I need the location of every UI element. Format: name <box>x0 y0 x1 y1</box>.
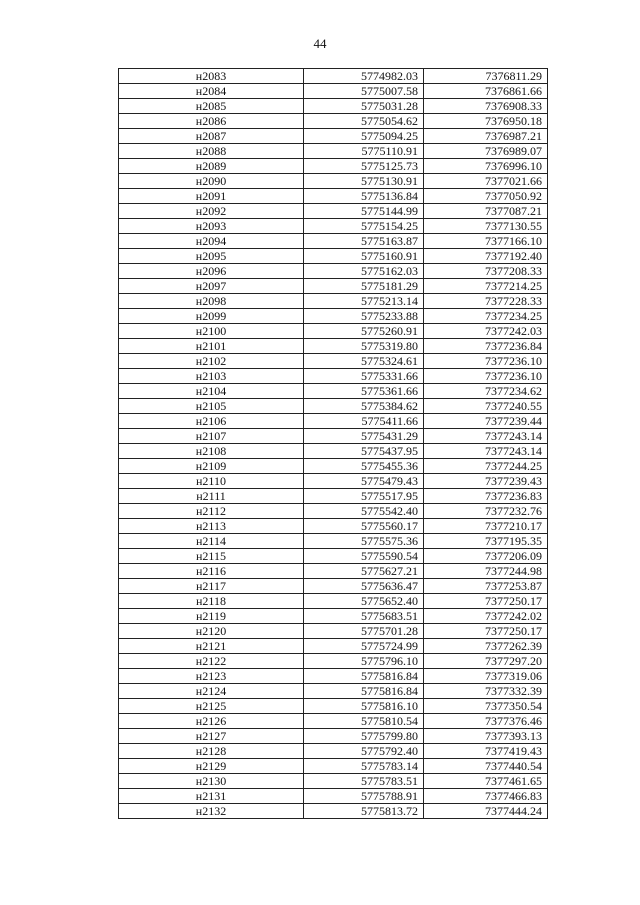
table-row <box>119 309 548 324</box>
x-coordinate-cell: 5775331.66 <box>304 369 424 384</box>
point-name-cell: н2111 <box>119 489 304 504</box>
point-name-cell: н2102 <box>119 354 304 369</box>
point-name-cell: н2126 <box>119 714 304 729</box>
table-row <box>119 699 548 714</box>
x-coordinate-cell: 5775144.99 <box>304 204 424 219</box>
y-coordinate-cell: 7377214.25 <box>424 279 548 294</box>
y-coordinate-cell: 7377195.35 <box>424 534 548 549</box>
x-coordinate-cell: 5775319.80 <box>304 339 424 354</box>
page-number: 44 <box>313 36 327 51</box>
table-row <box>119 129 548 144</box>
table-row <box>119 204 548 219</box>
x-coordinate-cell: 5775788.91 <box>304 789 424 804</box>
point-name-cell: н2115 <box>119 549 304 564</box>
y-coordinate-cell: 7377234.25 <box>424 309 548 324</box>
x-coordinate-cell: 5775431.29 <box>304 429 424 444</box>
y-coordinate-cell: 7376908.33 <box>424 99 548 114</box>
point-name-cell: н2130 <box>119 774 304 789</box>
table-row <box>119 219 548 234</box>
table-row <box>119 549 548 564</box>
table-row <box>119 324 548 339</box>
y-coordinate-cell: 7377444.24 <box>424 804 548 819</box>
point-name-cell: н2094 <box>119 234 304 249</box>
point-name-cell: н2127 <box>119 729 304 744</box>
point-name-cell: н2087 <box>119 129 304 144</box>
y-coordinate-cell: 7377236.84 <box>424 339 548 354</box>
point-name-cell: н2129 <box>119 759 304 774</box>
point-name-cell: н2086 <box>119 114 304 129</box>
table-row <box>119 744 548 759</box>
point-name-cell: н2109 <box>119 459 304 474</box>
y-coordinate-cell: 7377228.33 <box>424 294 548 309</box>
table-row <box>119 69 548 84</box>
x-coordinate-cell: 5775054.62 <box>304 114 424 129</box>
x-coordinate-cell: 5775007.58 <box>304 84 424 99</box>
point-name-cell: н2085 <box>119 99 304 114</box>
table-row <box>119 534 548 549</box>
point-name-cell: н2125 <box>119 699 304 714</box>
x-coordinate-cell: 5775701.28 <box>304 624 424 639</box>
table-row <box>119 429 548 444</box>
table-row <box>119 639 548 654</box>
point-name-cell: н2091 <box>119 189 304 204</box>
point-name-cell: н2101 <box>119 339 304 354</box>
x-coordinate-cell: 5775162.03 <box>304 264 424 279</box>
x-coordinate-cell: 5775260.91 <box>304 324 424 339</box>
x-coordinate-cell: 5775816.10 <box>304 699 424 714</box>
y-coordinate-cell: 7377208.33 <box>424 264 548 279</box>
table-row <box>119 654 548 669</box>
table-row <box>119 684 548 699</box>
point-name-cell: н2132 <box>119 804 304 819</box>
point-name-cell: н2092 <box>119 204 304 219</box>
y-coordinate-cell: 7376811.29 <box>424 69 548 84</box>
table-row <box>119 414 548 429</box>
y-coordinate-cell: 7376987.21 <box>424 129 548 144</box>
x-coordinate-cell: 5775724.99 <box>304 639 424 654</box>
point-name-cell: н2123 <box>119 669 304 684</box>
point-name-cell: н2108 <box>119 444 304 459</box>
table-row <box>119 609 548 624</box>
point-name-cell: н2099 <box>119 309 304 324</box>
table-row <box>119 234 548 249</box>
table-row <box>119 99 548 114</box>
point-name-cell: н2095 <box>119 249 304 264</box>
table-row <box>119 459 548 474</box>
coordinates-table <box>118 68 548 819</box>
point-name-cell: н2128 <box>119 744 304 759</box>
point-name-cell: н2098 <box>119 294 304 309</box>
x-coordinate-cell: 5775154.25 <box>304 219 424 234</box>
table-row <box>119 399 548 414</box>
table-row <box>119 114 548 129</box>
y-coordinate-cell: 7377297.20 <box>424 654 548 669</box>
y-coordinate-cell: 7377243.14 <box>424 444 548 459</box>
point-name-cell: н2083 <box>119 69 304 84</box>
x-coordinate-cell: 5775542.40 <box>304 504 424 519</box>
point-name-cell: н2118 <box>119 594 304 609</box>
y-coordinate-cell: 7377244.25 <box>424 459 548 474</box>
y-coordinate-cell: 7377244.98 <box>424 564 548 579</box>
x-coordinate-cell: 5775652.40 <box>304 594 424 609</box>
x-coordinate-cell: 5775810.54 <box>304 714 424 729</box>
x-coordinate-cell: 5775136.84 <box>304 189 424 204</box>
x-coordinate-cell: 5775110.91 <box>304 144 424 159</box>
point-name-cell: н2103 <box>119 369 304 384</box>
point-name-cell: н2119 <box>119 609 304 624</box>
point-name-cell: н2114 <box>119 534 304 549</box>
x-coordinate-cell: 5775590.54 <box>304 549 424 564</box>
x-coordinate-cell: 5775560.17 <box>304 519 424 534</box>
x-coordinate-cell: 5775783.51 <box>304 774 424 789</box>
table-row <box>119 594 548 609</box>
y-coordinate-cell: 7377262.39 <box>424 639 548 654</box>
y-coordinate-cell: 7377350.54 <box>424 699 548 714</box>
x-coordinate-cell: 5775130.91 <box>304 174 424 189</box>
x-coordinate-cell: 5775160.91 <box>304 249 424 264</box>
x-coordinate-cell: 5775181.29 <box>304 279 424 294</box>
y-coordinate-cell: 7376861.66 <box>424 84 548 99</box>
x-coordinate-cell: 5775125.73 <box>304 159 424 174</box>
point-name-cell: н2084 <box>119 84 304 99</box>
point-name-cell: н2122 <box>119 654 304 669</box>
y-coordinate-cell: 7377050.92 <box>424 189 548 204</box>
y-coordinate-cell: 7377130.55 <box>424 219 548 234</box>
point-name-cell: н2110 <box>119 474 304 489</box>
point-name-cell: н2090 <box>119 174 304 189</box>
point-name-cell: н2089 <box>119 159 304 174</box>
point-name-cell: н2104 <box>119 384 304 399</box>
point-name-cell: н2112 <box>119 504 304 519</box>
point-name-cell: н2121 <box>119 639 304 654</box>
x-coordinate-cell: 5775324.61 <box>304 354 424 369</box>
x-coordinate-cell: 5775384.62 <box>304 399 424 414</box>
table-row <box>119 189 548 204</box>
y-coordinate-cell: 7377236.83 <box>424 489 548 504</box>
x-coordinate-cell: 5775796.10 <box>304 654 424 669</box>
table-row <box>119 354 548 369</box>
y-coordinate-cell: 7377192.40 <box>424 249 548 264</box>
table-row <box>119 519 548 534</box>
x-coordinate-cell: 5775361.66 <box>304 384 424 399</box>
table-row <box>119 789 548 804</box>
y-coordinate-cell: 7377419.43 <box>424 744 548 759</box>
table-row <box>119 504 548 519</box>
y-coordinate-cell: 7377250.17 <box>424 594 548 609</box>
y-coordinate-cell: 7377234.62 <box>424 384 548 399</box>
x-coordinate-cell: 5775031.28 <box>304 99 424 114</box>
table-row <box>119 84 548 99</box>
point-name-cell: н2088 <box>119 144 304 159</box>
table-row <box>119 369 548 384</box>
x-coordinate-cell: 5775455.36 <box>304 459 424 474</box>
point-name-cell: н2100 <box>119 324 304 339</box>
y-coordinate-cell: 7377461.65 <box>424 774 548 789</box>
table-row <box>119 279 548 294</box>
y-coordinate-cell: 7377242.02 <box>424 609 548 624</box>
x-coordinate-cell: 5775792.40 <box>304 744 424 759</box>
table-row <box>119 294 548 309</box>
x-coordinate-cell: 5775479.43 <box>304 474 424 489</box>
table-row <box>119 144 548 159</box>
y-coordinate-cell: 7376950.18 <box>424 114 548 129</box>
y-coordinate-cell: 7377376.46 <box>424 714 548 729</box>
x-coordinate-cell: 5775517.95 <box>304 489 424 504</box>
table-row <box>119 474 548 489</box>
point-name-cell: н2096 <box>119 264 304 279</box>
y-coordinate-cell: 7377240.55 <box>424 399 548 414</box>
y-coordinate-cell: 7377021.66 <box>424 174 548 189</box>
x-coordinate-cell: 5775816.84 <box>304 669 424 684</box>
point-name-cell: н2113 <box>119 519 304 534</box>
y-coordinate-cell: 7377253.87 <box>424 579 548 594</box>
point-name-cell: н2131 <box>119 789 304 804</box>
y-coordinate-cell: 7377242.03 <box>424 324 548 339</box>
x-coordinate-cell: 5775213.14 <box>304 294 424 309</box>
point-name-cell: н2097 <box>119 279 304 294</box>
point-name-cell: н2107 <box>119 429 304 444</box>
y-coordinate-cell: 7377236.10 <box>424 369 548 384</box>
table-row <box>119 159 548 174</box>
table-row <box>119 804 548 819</box>
table-row <box>119 339 548 354</box>
x-coordinate-cell: 5775683.51 <box>304 609 424 624</box>
table-row <box>119 579 548 594</box>
y-coordinate-cell: 7377239.43 <box>424 474 548 489</box>
table-row <box>119 264 548 279</box>
y-coordinate-cell: 7377206.09 <box>424 549 548 564</box>
table-row <box>119 669 548 684</box>
y-coordinate-cell: 7377087.21 <box>424 204 548 219</box>
y-coordinate-cell: 7377236.10 <box>424 354 548 369</box>
table-row <box>119 774 548 789</box>
table-row <box>119 489 548 504</box>
x-coordinate-cell: 5775233.88 <box>304 309 424 324</box>
table-row <box>119 729 548 744</box>
y-coordinate-cell: 7377466.83 <box>424 789 548 804</box>
point-name-cell: н2124 <box>119 684 304 699</box>
point-name-cell: н2117 <box>119 579 304 594</box>
x-coordinate-cell: 5775813.72 <box>304 804 424 819</box>
point-name-cell: н2105 <box>119 399 304 414</box>
point-name-cell: н2093 <box>119 219 304 234</box>
y-coordinate-cell: 7377250.17 <box>424 624 548 639</box>
table-row <box>119 174 548 189</box>
y-coordinate-cell: 7377166.10 <box>424 234 548 249</box>
x-coordinate-cell: 5775163.87 <box>304 234 424 249</box>
table-row <box>119 714 548 729</box>
point-name-cell: н2120 <box>119 624 304 639</box>
y-coordinate-cell: 7377332.39 <box>424 684 548 699</box>
table-row <box>119 759 548 774</box>
x-coordinate-cell: 5775094.25 <box>304 129 424 144</box>
table-row <box>119 444 548 459</box>
y-coordinate-cell: 7376989.07 <box>424 144 548 159</box>
y-coordinate-cell: 7377210.17 <box>424 519 548 534</box>
x-coordinate-cell: 5775627.21 <box>304 564 424 579</box>
table-row <box>119 564 548 579</box>
table-row <box>119 249 548 264</box>
point-name-cell: н2116 <box>119 564 304 579</box>
y-coordinate-cell: 7377440.54 <box>424 759 548 774</box>
point-name-cell: н2106 <box>119 414 304 429</box>
x-coordinate-cell: 5775411.66 <box>304 414 424 429</box>
x-coordinate-cell: 5775437.95 <box>304 444 424 459</box>
y-coordinate-cell: 7376996.10 <box>424 159 548 174</box>
y-coordinate-cell: 7377232.76 <box>424 504 548 519</box>
x-coordinate-cell: 5775636.47 <box>304 579 424 594</box>
y-coordinate-cell: 7377393.13 <box>424 729 548 744</box>
y-coordinate-cell: 7377243.14 <box>424 429 548 444</box>
x-coordinate-cell: 5774982.03 <box>304 69 424 84</box>
table-row <box>119 384 548 399</box>
x-coordinate-cell: 5775783.14 <box>304 759 424 774</box>
y-coordinate-cell: 7377239.44 <box>424 414 548 429</box>
x-coordinate-cell: 5775575.36 <box>304 534 424 549</box>
coordinates-table-body <box>119 69 548 819</box>
table-row <box>119 624 548 639</box>
x-coordinate-cell: 5775799.80 <box>304 729 424 744</box>
x-coordinate-cell: 5775816.84 <box>304 684 424 699</box>
y-coordinate-cell: 7377319.06 <box>424 669 548 684</box>
